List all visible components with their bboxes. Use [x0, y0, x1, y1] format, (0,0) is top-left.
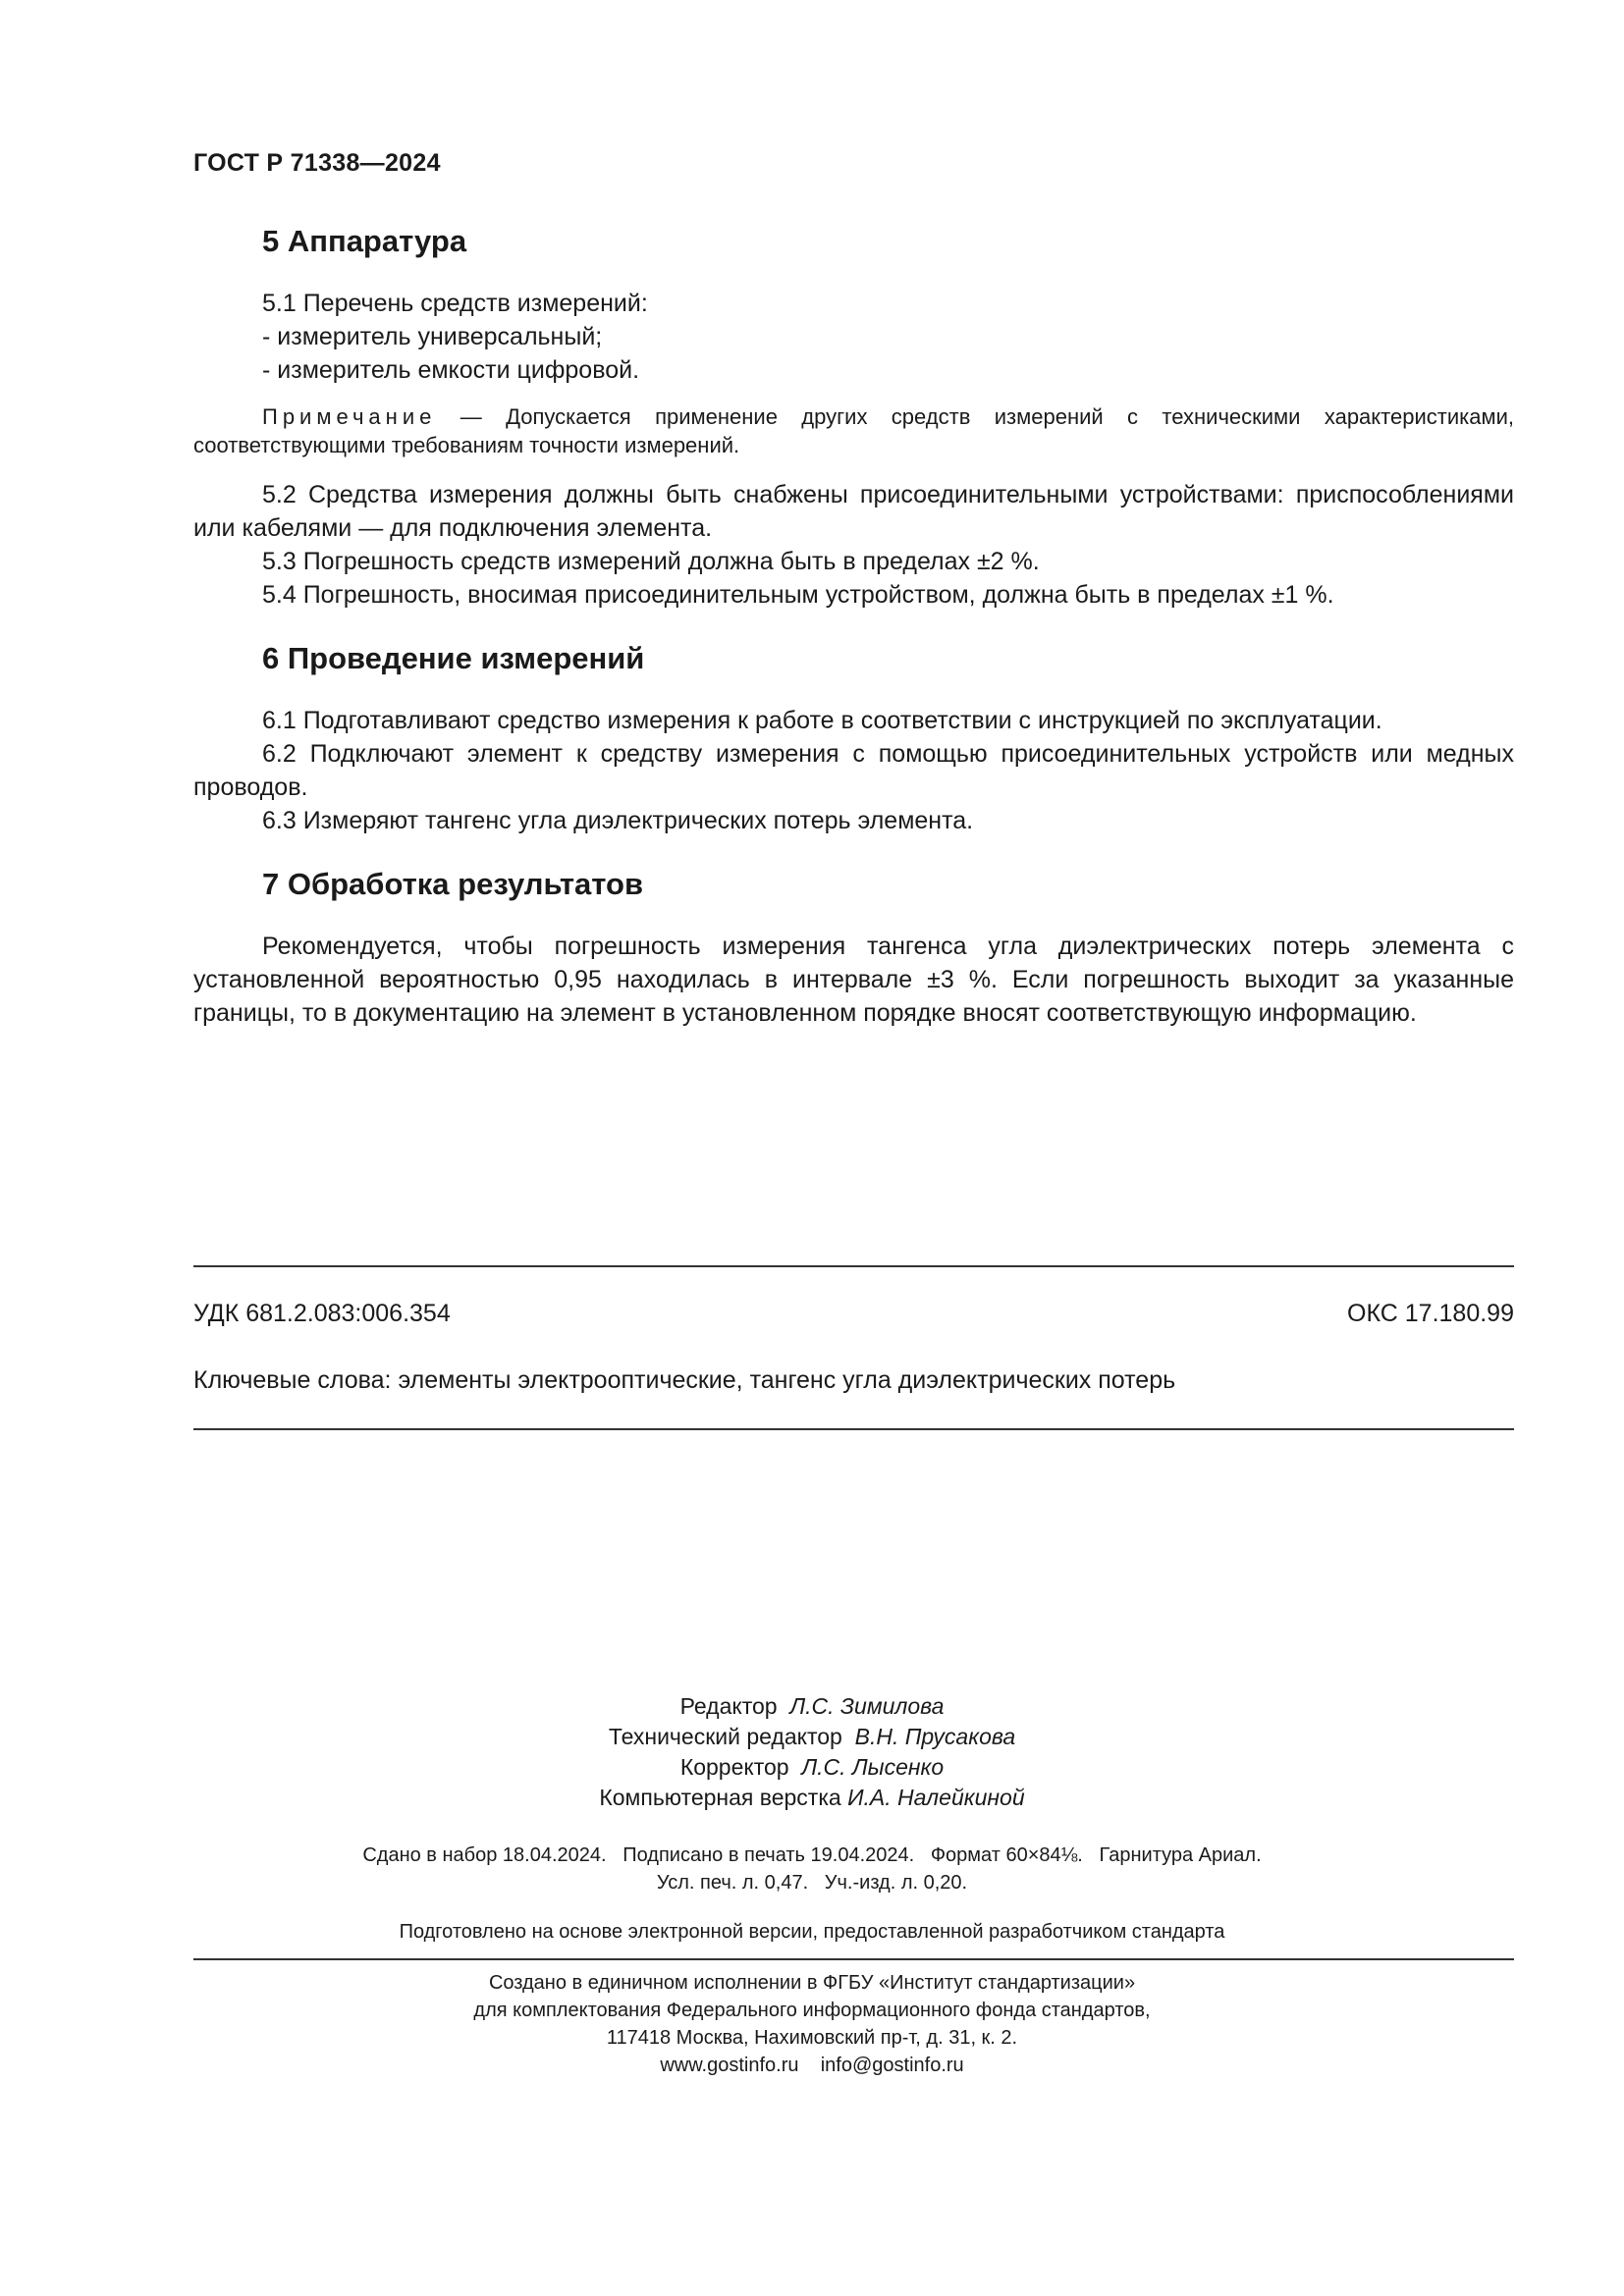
- section-7-title: 7 Обработка результатов: [262, 867, 644, 901]
- note-label: Примечание: [262, 404, 437, 429]
- publisher-info: [0, 1969, 1624, 2079]
- clause-5-2: 5.2 Средства измерения должны быть снабжены присоединительными устройствами: приспособлениями или кабелями — для подключения элемента.: [193, 481, 1514, 542]
- divider: [193, 1428, 1514, 1430]
- publisher-line: 117418 Москва, Нахимовский пр-т, д. 31, к. 2.: [606, 2027, 1018, 2049]
- document-code: ГОСТ Р 71338—2024: [193, 149, 441, 177]
- list-item: - измеритель емкости цифровой.: [262, 356, 640, 384]
- credits: [0, 1691, 1624, 1813]
- section-7-paragraph: Рекомендуется, чтобы погрешность измерения тангенса угла диэлектрических потерь элемента с установленной вероятностью 0,95 находилась в интервале ±3 %. Если погрешность выходит за указанные границы, то в документацию на элемент в установленном порядке вносят соответствующую информацию.: [193, 933, 1514, 1027]
- clause-5-3: 5.3 Погрешность средств измерений должна быть в пределах ±2 %.: [262, 548, 1040, 575]
- credit-line: Компьютерная верстка И.А. Налейкиной: [599, 1785, 1025, 1810]
- imprint: [0, 1842, 1624, 1896]
- publisher-line: для комплектования Федерального информационного фонда стандартов,: [473, 2000, 1151, 2021]
- imprint-line: Сдано в набор 18.04.2024. Подписано в печать 19.04.2024. Формат 60×84⅛. Гарнитура Ариал.: [362, 1844, 1262, 1866]
- oks-code: ОКС 17.180.99: [1347, 1300, 1514, 1327]
- keywords: Ключевые слова: элементы электрооптические, тангенс угла диэлектрических потерь: [193, 1366, 1176, 1394]
- publisher-links: www.gostinfo.ru info@gostinfo.ru: [660, 2055, 964, 2076]
- section-5-title: 5 Аппаратура: [262, 224, 467, 258]
- clause-5-1: 5.1 Перечень средств измерений:: [262, 290, 648, 317]
- clause-6-2: 6.2 Подключают элемент к средству измерения с помощью присоединительных устройств или медных проводов.: [193, 740, 1514, 801]
- credit-line: Редактор Л.С. Зимилова: [679, 1693, 945, 1719]
- clause-6-1: 6.1 Подготавливают средство измерения к работе в соответствии с инструкцией по эксплуатации.: [262, 707, 1382, 734]
- note-text: — Допускается применение других средств измерений с техническими характеристиками, соответствующими требованиям точности измерений.: [193, 404, 1514, 457]
- divider: [193, 1958, 1514, 1960]
- credit-line: Корректор Л.С. Лысенко: [679, 1754, 945, 1780]
- udk-code: УДК 681.2.083:006.354: [193, 1300, 451, 1327]
- prepared-note: Подготовлено на основе электронной версии, предоставленной разработчиком стандарта: [399, 1921, 1225, 1943]
- imprint-line: Усл. печ. л. 0,47. Уч.-изд. л. 0,20.: [656, 1872, 968, 1894]
- clause-6-3: 6.3 Измеряют тангенс угла диэлектрических потерь элемента.: [262, 807, 974, 834]
- list-item: - измеритель универсальный;: [262, 323, 603, 350]
- section-6-title: 6 Проведение измерений: [262, 641, 645, 675]
- note: [193, 402, 1514, 459]
- divider: [193, 1265, 1514, 1267]
- clause-5-4: 5.4 Погрешность, вносимая присоединительным устройством, должна быть в пределах ±1 %.: [262, 581, 1334, 609]
- publisher-line: Создано в единичном исполнении в ФГБУ «Институт стандартизации»: [488, 1972, 1136, 1994]
- credit-line: Технический редактор В.Н. Прусакова: [608, 1724, 1016, 1749]
